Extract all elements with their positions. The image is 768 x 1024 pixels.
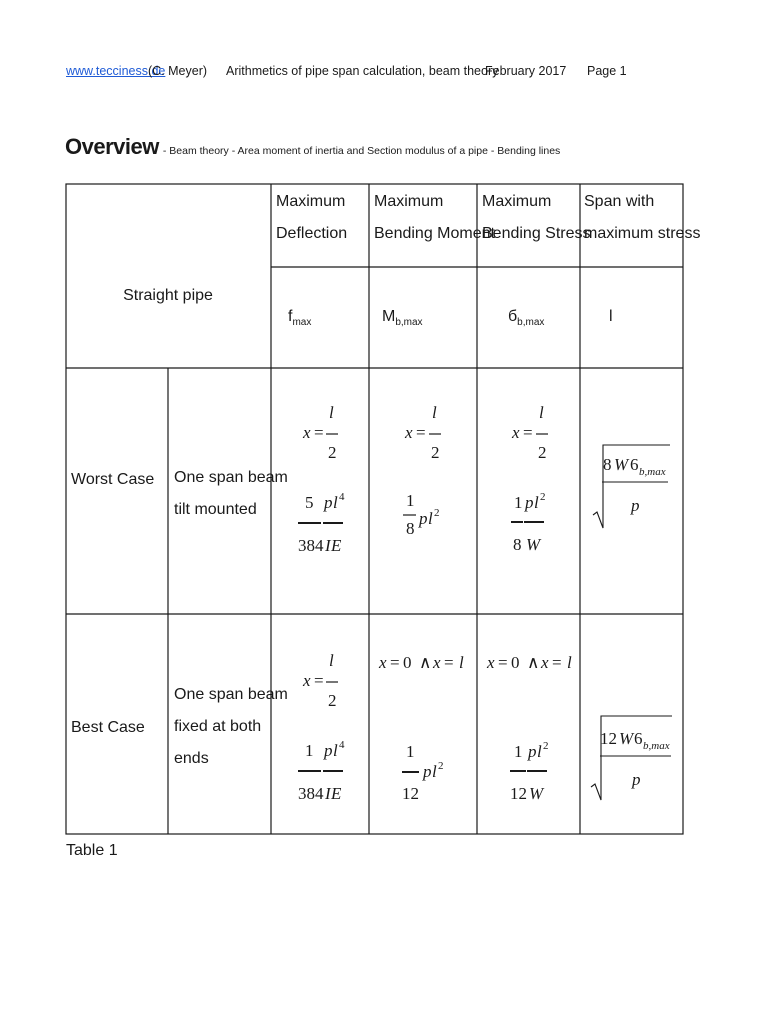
formula-worst-deflection-position [302,403,338,462]
table-caption: Table 1 [66,842,118,859]
symbol-fmax: $f_{max}$ [288,308,312,328]
svg-text:=: = [498,653,508,672]
svg-text:l: l [333,741,338,760]
header-page: Page 1 [587,64,627,78]
svg-text:8: 8 [603,455,612,474]
svg-text:b,max: b,max [643,740,670,752]
header-author: (C. Meyer) [148,64,208,78]
svg-text:384: 384 [298,784,324,803]
svg-text:l: l [428,509,433,528]
svg-text:p: p [632,770,641,789]
svg-text:l: l [329,403,334,422]
svg-text:6: 6 [634,729,643,748]
svg-text:x: x [541,653,549,672]
header-topic: Arithmetics of pipe span calculation, beam theory [226,64,499,78]
svg-text:=: = [314,671,324,690]
svg-text:=: = [314,423,324,442]
svg-text:p: p [324,741,333,760]
svg-text:6: 6 [630,455,639,474]
svg-text:E: E [331,536,342,555]
svg-text:=: = [523,423,533,442]
svg-text:0: 0 [511,653,520,672]
col1-line2: Deflection [276,225,348,242]
svg-text:l: l [333,493,338,512]
col2-line1: Maximum [374,193,444,210]
svg-text:2: 2 [431,443,440,462]
svg-text:2: 2 [434,507,440,519]
svg-text:2: 2 [540,491,546,503]
formula-best-sigma [510,740,549,803]
formula-best-mbmax [402,742,444,803]
header-link[interactable]: www.tecciness.de [66,64,166,78]
col2-line2: Bending Moment [374,225,495,242]
svg-text:2: 2 [328,443,337,462]
col3-line2: Bending Stress [482,225,591,242]
svg-text:b,max: b,max [639,466,666,478]
svg-text:8: 8 [406,519,415,538]
svg-text:l: l [537,742,542,761]
svg-text:x: x [405,423,413,442]
row-best-desc-3: ends [174,750,209,767]
row-worst-desc-2: tilt mounted [174,501,257,518]
svg-text:x: x [433,653,441,672]
row-best-desc-2: fixed at both [174,718,262,735]
row-best-desc-1: One span beam [174,686,288,703]
row-worst-case: Worst Case [71,471,155,488]
row-worst-desc-1: One span beam [174,469,288,486]
svg-text:1: 1 [305,741,314,760]
svg-text:l: l [539,403,544,422]
svg-text:2: 2 [538,443,547,462]
row-best-case: Best Case [71,719,145,736]
svg-text:=: = [416,423,426,442]
svg-text:1: 1 [514,742,523,761]
symbol-span-l: l [609,308,613,325]
formula-worst-stress-position [511,403,548,462]
svg-text:x: x [487,653,495,672]
svg-text:E: E [331,784,342,803]
col4-line2: maximum stress [584,225,701,242]
svg-text:x: x [303,423,311,442]
formula-best-moment-position [378,653,464,672]
title-main: Overview [65,134,159,159]
svg-text:W: W [526,535,541,554]
formula-worst-fmax [298,491,345,555]
svg-text:W: W [529,784,544,803]
svg-text:l: l [459,653,464,672]
table-grid [66,184,683,834]
svg-text:p: p [631,496,640,515]
svg-text:12: 12 [600,729,617,748]
svg-text:∧: ∧ [419,653,432,672]
svg-text:12: 12 [510,784,527,803]
svg-text:2: 2 [328,691,337,710]
svg-text:1: 1 [514,493,523,512]
col3-line1: Maximum [482,193,552,210]
formula-worst-mbmax [403,491,440,538]
formula-best-stress-position [486,653,572,672]
formula-worst-span [593,445,670,528]
svg-text:W: W [619,729,634,748]
header-date: February 2017 [485,64,567,78]
svg-text:∧: ∧ [527,653,540,672]
svg-text:2: 2 [438,760,444,772]
formula-worst-sigma [511,491,546,554]
svg-text:p: p [419,509,428,528]
svg-text:8: 8 [513,535,522,554]
svg-text:4: 4 [339,491,345,503]
svg-text:0: 0 [403,653,412,672]
symbol-sigma-bmax: $б_{b,max}$ [508,308,545,328]
svg-text:I: I [325,536,331,555]
svg-text:=: = [444,653,454,672]
svg-text:4: 4 [339,739,345,751]
svg-text:l: l [329,651,334,670]
svg-text:384: 384 [298,536,324,555]
svg-text:p: p [324,493,333,512]
svg-text:l: l [534,493,539,512]
svg-text:W: W [614,455,629,474]
svg-text:p: p [528,742,537,761]
svg-text:p: p [423,762,432,781]
svg-text:=: = [390,653,400,672]
col1-line1: Maximum [276,193,346,210]
svg-text:l: l [567,653,572,672]
formula-best-deflection-position [302,651,338,710]
formula-worst-moment-position [404,403,441,462]
svg-text:x: x [303,671,311,690]
svg-text:p: p [525,493,534,512]
formula-best-span [591,716,672,800]
svg-text:x: x [379,653,387,672]
svg-text:x: x [512,423,520,442]
svg-text:1: 1 [406,491,415,510]
svg-text:5: 5 [305,493,314,512]
svg-text:12: 12 [402,784,419,803]
row-header-straight-pipe: Straight pipe [123,287,213,304]
svg-text:=: = [552,653,562,672]
svg-text:l: l [432,403,437,422]
svg-text:l: l [432,762,437,781]
symbol-mbmax: $M_{b,max}$ [382,308,423,328]
formula-best-fmax [298,739,345,803]
svg-text:2: 2 [543,740,549,752]
svg-text:1: 1 [406,742,415,761]
col4-line1: Span with [584,193,655,210]
svg-text:I: I [325,784,331,803]
title-subtitle: - Beam theory - Area moment of inertia and Section modulus of a pipe - Bending lines [162,145,561,157]
